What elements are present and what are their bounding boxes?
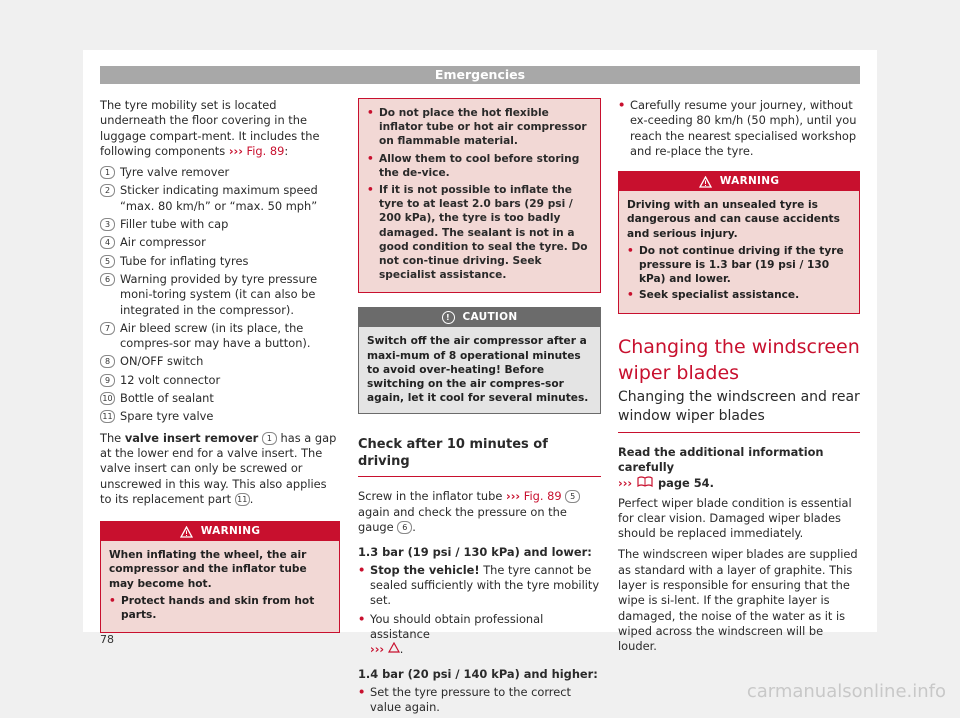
callout-number: 9 [100,374,115,387]
component-item: 2 Sticker indicating maximum speed “max. 80 km/h” or “max. 50 mph” [100,183,340,214]
warning-continued-box [358,98,601,293]
high-pressure-label: 1.4 bar (20 psi / 140 kPa) and higher: [358,667,598,682]
callout-number: 6 [397,521,412,534]
cross-ref-arrow[interactable]: ››› [370,642,385,657]
warning-body: Driving with an unsealed tyre is dangerous and can cause accidents and serious injury. • Do not continue driving if the tyre pressure is 1.3 bar (19 psi / 130 kPa) and lower. • Seek specialist assistance. [619,191,859,312]
caution-box [358,307,601,414]
figure-link[interactable]: Fig. 89 [523,489,562,504]
warning-box [100,521,340,633]
section-heading: Changing the windscreen and rear window wiper blades [618,388,860,433]
warning-box [618,171,860,313]
warning-icon [699,176,712,188]
list-item: • You should obtain professional assistance ››› . [358,611,544,657]
watermark: carmanualsonline.info [746,681,946,702]
column-1 [100,98,340,633]
callout-number: 11 [100,410,115,423]
warning-icon[interactable] [388,642,400,653]
read-info-line: Read the additional information carefully ››› page 54. [618,444,824,491]
low-pressure-label: 1.3 bar (19 psi / 130 kPa) and lower: [358,545,592,560]
component-item: 9 12 volt connector [100,373,340,388]
list-item: • If it is not possible to inflate the tyre to at least 2.0 bars (29 psi / 200 kPa), the tyre is too badly damaged. The sealant is not in a good condition to seal the tyre. Do not con-tinue driving. Seek specialist assistance. [367,184,588,282]
paragraph: Perfect wiper blade condition is essential for clear vision. Damaged wiper blades should be replaced immediately. [618,495,852,541]
callout-number: 3 [100,218,115,231]
components-list [100,165,340,424]
component-item: 5 Tube for inflating tyres [100,254,340,269]
component-item: 6 Warning provided by tyre pressure moni-toring system (it can also be integrated in the compressor). [100,272,340,318]
list-item: • Set the tyre pressure to the correct value again. [358,684,571,715]
column-3 [618,98,860,660]
callout-number: 1 [100,166,115,179]
info-icon: ! [442,311,455,324]
component-item: 7 Air bleed screw (in its place, the compres-sor may have a button). [100,321,340,352]
list-item: • Do not continue driving if the tyre pressure is 1.3 bar (19 psi / 130 kPa) and lower. [627,244,844,286]
valve-paragraph: The valve insert remover 1 has a gap at the lower end for a valve insert. The valve insert can only be screwed or unscrewed in this way. This also applies to its replacement part 11 . [100,430,337,506]
component-item: 4 Air compressor [100,235,340,250]
list-item: • Protect hands and skin from hot parts. [109,594,315,621]
check-paragraph: Screw in the inflator tube ››› Fig. 89 5 again and check the pressure on the gauge 6 . [358,489,601,535]
callout-number: 5 [565,490,580,503]
list-item: • Allow them to cool before storing the de-vice. [367,152,580,179]
callout-number: 5 [100,255,115,268]
callout-number: 4 [100,236,115,249]
figure-link[interactable]: Fig. 89 [246,143,285,158]
page-link[interactable]: page 54. [658,476,714,491]
callout-number: 7 [100,322,115,335]
cross-ref-arrow[interactable]: ››› [618,476,633,491]
list-item: • Stop the vehicle! The tyre cannot be sealed sufficiently with the tyre mobility set. [358,562,600,608]
cross-ref-arrow[interactable]: ››› [228,143,243,158]
chapter-heading: Changing the windscreen wiper blades [618,335,860,384]
callout-number: 6 [100,273,115,286]
cross-ref-arrow[interactable]: ››› [506,489,521,504]
callout-number: 10 [100,392,115,405]
callout-number: 2 [100,184,115,197]
component-item: 10 Bottle of sealant [100,391,340,406]
callout-number: 8 [100,355,115,368]
warning-header: WARNING [619,172,859,191]
component-item: 1 Tyre valve remover [100,165,340,180]
list-item: • Do not place the hot flexible inflator tube or hot air compressor on flammable material. [367,107,587,148]
intro-paragraph: The tyre mobility set is located underneath the floor covering in the luggage compart-ment. It includes the following components ››› Fig. 89: [100,98,320,158]
component-item: 11 Spare tyre valve [100,409,340,424]
component-item: 3 Filler tube with cap [100,217,340,232]
callout-number: 11 [235,493,250,506]
list-item: • Carefully resume your journey, without ex-ceeding 80 km/h (50 mph), until you reach the nearest specialised workshop and re-place the tyre. [618,98,857,158]
warning-body: When inflating the wheel, the air compressor and the inflator tube may become hot. • Protect hands and skin from hot parts. [101,541,339,632]
section-header: Emergencies [100,66,860,84]
warning-icon [180,526,193,538]
list-item: • Seek specialist assistance. [627,289,800,302]
caution-body: Switch off the air compressor after a maxi-mum of 8 operational minutes to avoid over-heating! Before switching on the air compres-sor again, let it cool for several minutes. [359,327,600,413]
paragraph: The windscreen wiper blades are supplied as standard with a layer of graphite. This layer is responsible for ensuring that the wipe is si-lent. If the graphite layer is damaged, the noise of the water as it is wiped across the windscreen will be louder. [618,547,858,654]
section-heading: Check after 10 minutes of driving [358,436,601,477]
caution-header: ! CAUTION [359,308,600,327]
column-2 [358,98,601,718]
book-icon[interactable] [636,475,654,487]
component-item: 8 ON/OFF switch [100,354,340,369]
callout-number: 1 [262,432,277,445]
page-number: 78 [100,633,114,646]
warning-header: WARNING [101,522,339,541]
